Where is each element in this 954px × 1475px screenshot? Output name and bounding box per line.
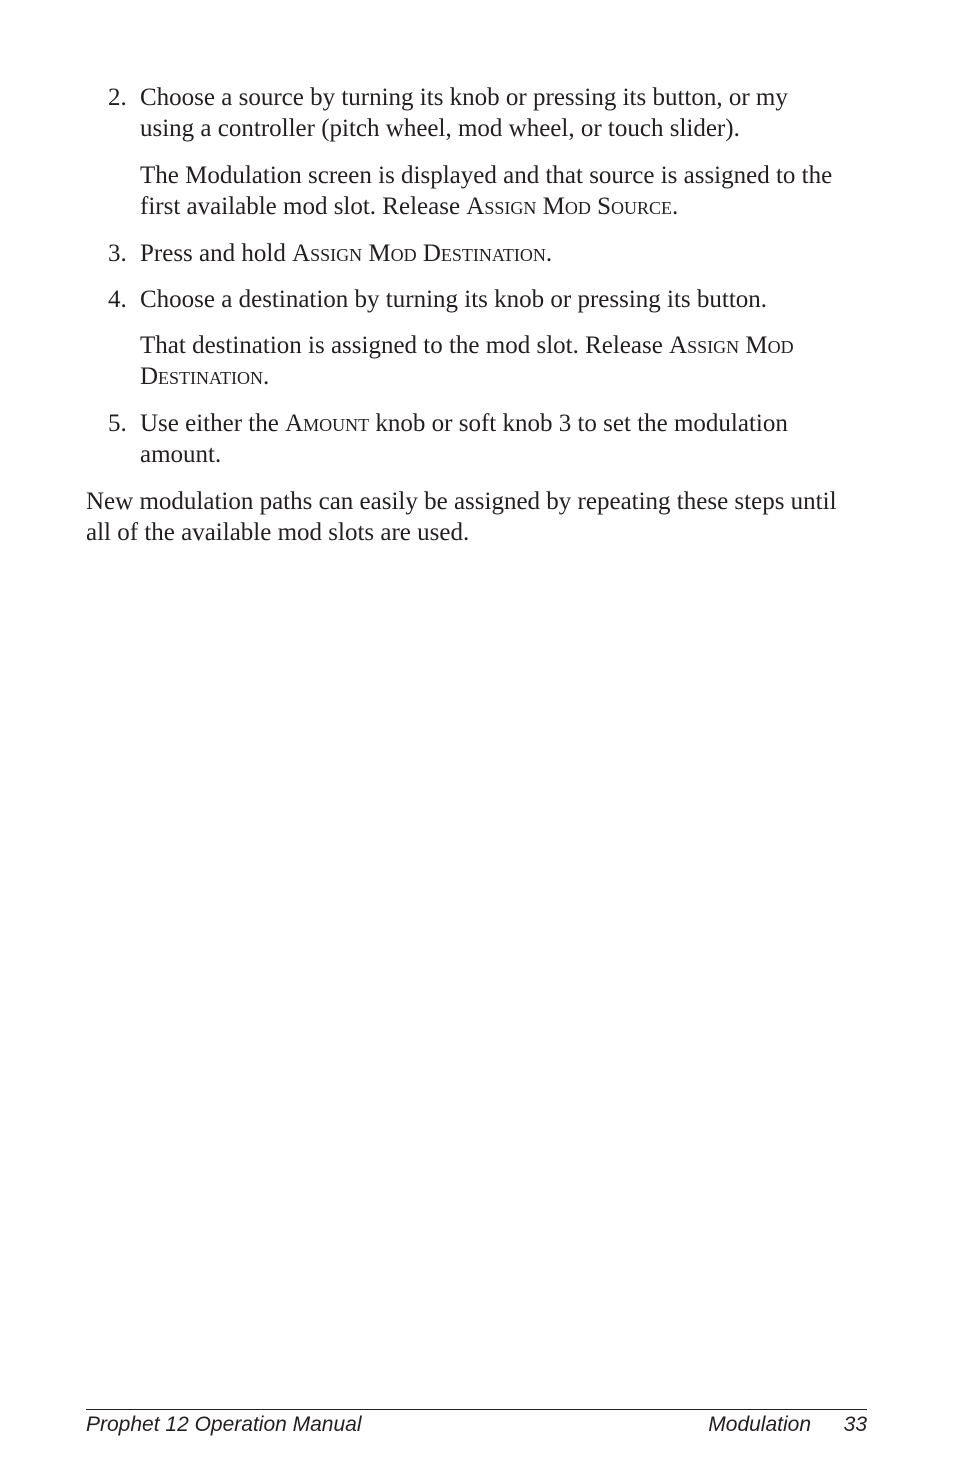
list-item-step-4 <box>108 284 848 315</box>
control-name-amount: Amount <box>285 410 370 437</box>
step-number: 4. <box>108 286 127 313</box>
step-text-run: Choose a destination by turning its knob or pressing its button. <box>140 286 768 313</box>
step-text <box>140 82 848 144</box>
control-name-assign-mod-source: Assign Mod Source <box>466 193 673 220</box>
note-text-run: . <box>263 363 270 390</box>
footer-section-name: Modulation <box>708 1413 811 1436</box>
step-text-run: Press and hold <box>140 240 293 267</box>
step-text-run: knob or soft knob 3 to set the modulation amount. <box>140 410 788 468</box>
step-2-note <box>140 160 848 222</box>
step-text <box>140 238 848 269</box>
footer-divider <box>86 1409 867 1410</box>
list-item-step-5 <box>108 408 848 470</box>
footer-manual-title: Prophet 12 Operation Manual <box>86 1413 362 1436</box>
step-number: 5. <box>108 410 127 437</box>
step-text-run: Choose a source by turning its knob or pressing its button, or my using a controller (pitch wheel, mod wheel, or touch slider). <box>140 84 788 142</box>
step-text <box>140 408 848 470</box>
page-footer <box>86 1412 867 1438</box>
step-number: 2. <box>108 84 127 111</box>
step-text-run: . <box>545 240 553 267</box>
note-text-run: . <box>672 193 679 220</box>
list-item-step-2 <box>108 82 848 144</box>
step-text-run: Use either the <box>140 410 286 437</box>
step-text <box>140 284 848 315</box>
control-name-assign-mod-destination: Assign Mod Destination <box>140 332 794 390</box>
step-4-note <box>140 330 848 392</box>
control-name-assign-mod-destination: Assign Mod Destination <box>292 240 546 267</box>
step-number: 3. <box>108 240 127 267</box>
closing-paragraph: New modulation paths can easily be assigned by repeating these steps until all of the available mod slots are used. <box>86 488 837 546</box>
note-text-run: The Modulation screen is displayed and that source is assigned to the first available mod slot. Release <box>140 162 833 220</box>
page-number: 33 <box>843 1413 867 1436</box>
note-text-run: That destination is assigned to the mod slot. Release <box>140 332 670 359</box>
list-item-step-3 <box>108 238 848 269</box>
